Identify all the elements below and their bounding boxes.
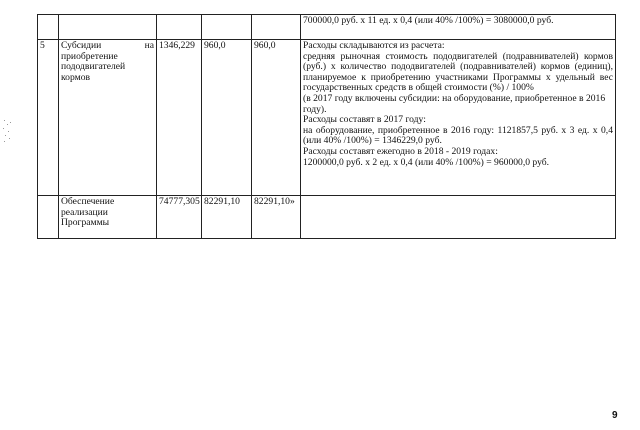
- calculation-paragraph: Расходы складываются из расчета:: [303, 40, 445, 51]
- sum-2018-cell: 960,0: [202, 40, 252, 196]
- sum-2019-cell: 960,0: [252, 40, 301, 196]
- calculation-cell: [301, 196, 616, 239]
- calculation-paragraph: на оборудование, приобретенное в 2016 году: 1121857,5 руб. х 3 ед. х 0,4 (или 40% /100%) = 1346229,0 руб.: [303, 124, 613, 147]
- sum-total-cell: 74777,305: [157, 196, 202, 239]
- calculation-paragraph: Расходы составят ежегодно в 2018 - 2019 годах:: [303, 145, 498, 157]
- sum-total-cell: 1346,229: [157, 40, 202, 196]
- row-number-cell: [38, 15, 59, 40]
- sum-2019-cell: [252, 15, 301, 40]
- item-name-cell: Субсидии на приобретение пододвигателей кормов: [59, 40, 157, 196]
- row-number-cell: [38, 196, 59, 239]
- table-row: [38, 15, 616, 40]
- calculation-line: 700000,0 руб. х 11 ед. х 0,4 (или 40% /100%) = 3080000,0 руб.: [303, 15, 554, 26]
- item-name-cell: Обеспечение реализации Программы: [59, 196, 157, 239]
- calculation-paragraph: 1200000,0 руб. х 2 ед. х 0,4 (или 40% /100%) = 960000,0 руб.: [303, 156, 550, 168]
- program-expenses-table: [37, 14, 616, 239]
- sum-2018-cell: [202, 15, 252, 40]
- sum-total-cell: [157, 15, 202, 40]
- table-row: [38, 40, 616, 196]
- sum-2019-cell: 82291,10»: [252, 196, 301, 239]
- scan-noise: [2, 118, 12, 144]
- table-row: [38, 196, 616, 239]
- sum-2018-cell: 82291,10: [202, 196, 252, 239]
- calculation-cell: [301, 15, 616, 40]
- calculation-cell: [301, 40, 616, 196]
- calculation-paragraph: средняя рыночная стоимость пододвигателей (подравнивателей) кормов (руб.) х количество пододвигателей (подравнивателей) кормов (единиц), планируемое к приобретению участниками Программы х удельный вес государственных средств в общей стоимости (%) / 100%: [303, 50, 613, 94]
- row-number-cell: 5: [38, 40, 59, 196]
- item-name-cell: [59, 15, 157, 40]
- calculation-paragraph: (в 2017 году включены субсидии: на оборудование, приобретенное в 2016 году).: [303, 92, 606, 115]
- calculation-paragraph: Расходы составят в 2017 году:: [303, 114, 426, 126]
- page-number: 9: [612, 410, 618, 421]
